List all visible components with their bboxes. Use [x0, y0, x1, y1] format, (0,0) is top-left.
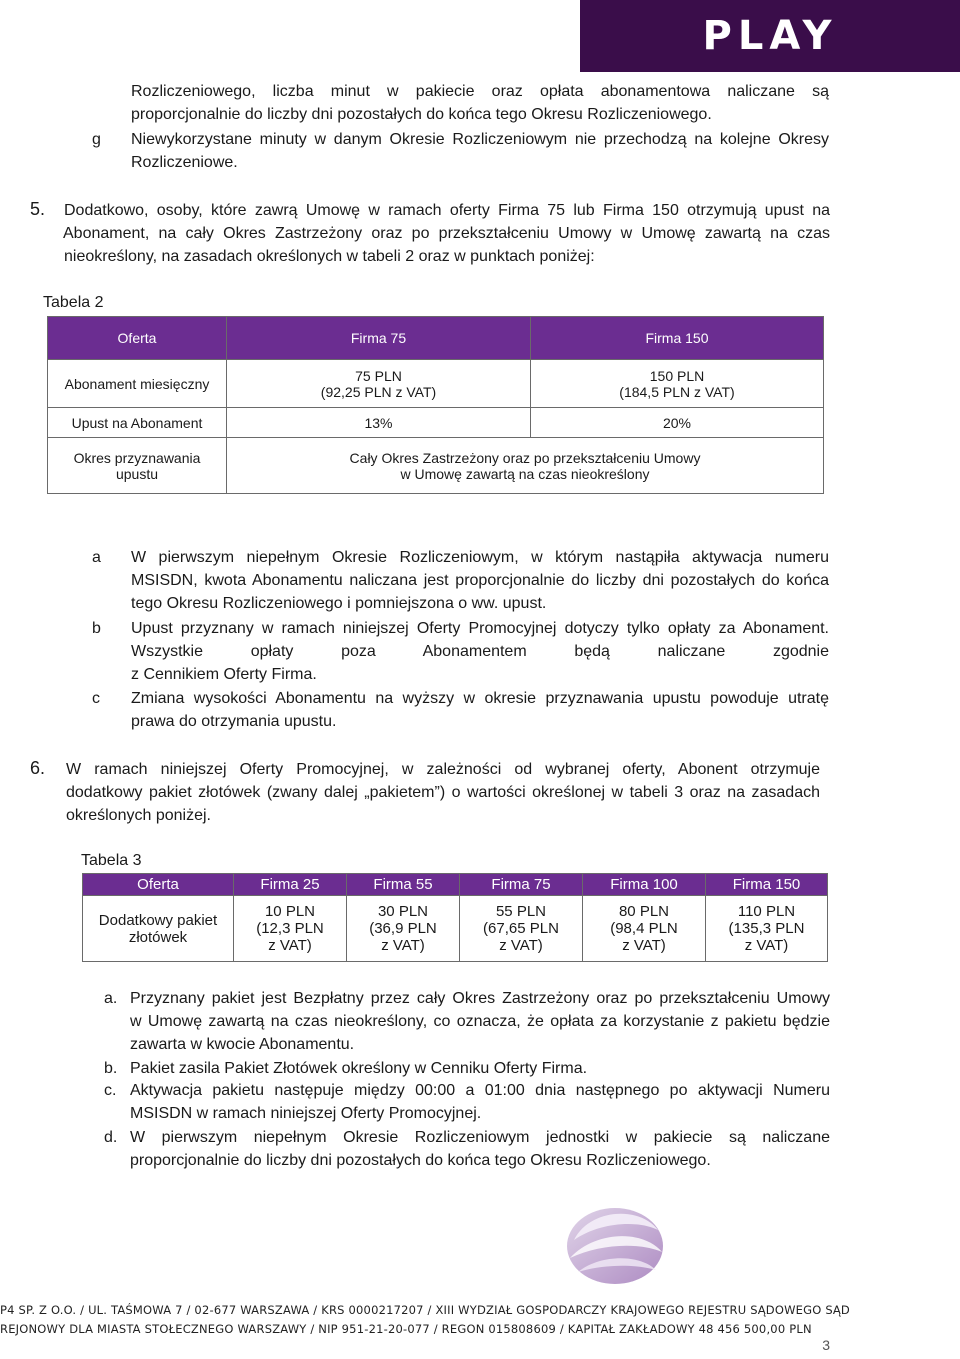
section-5-number: 5. — [30, 199, 46, 219]
table-cell: Abonament miesięczny — [48, 360, 227, 408]
note-marker: a — [92, 549, 101, 566]
table-2-header-cell: Firma 150 — [531, 317, 824, 360]
note-text: W pierwszym niepełnym Okresie Rozliczeniowym, w którym nastąpiła aktywacja numeru MSISDN, kwota Abonamentu naliczana jest proporcjonalnie do liczby dni pozostałych do końca tego Okresu Rozliczeniowego i pomniejszona o ww. upust. — [131, 549, 829, 612]
section-6-paragraph: W ramach niniejszej Oferty Promocyjnej, w zależności od wybranej oferty, Abonent otrzymuje dodatkowy pakiet złotówek (zwany dalej „pakietem”) o wartości określonej w tabeli 3 oraz na zasadach określonych poniżej. — [66, 761, 820, 824]
table-2 — [47, 316, 824, 494]
table-cell: 75 PLN (92,25 PLN z VAT) — [227, 360, 531, 408]
note-marker: b. — [104, 1060, 118, 1077]
table-row — [83, 896, 828, 962]
note-g-text: Niewykorzystane minuty w danym Okresie Rozliczeniowym nie przechodzą na kolejne Okresy Rozliczeniowe. — [131, 131, 829, 171]
table-2-header-cell: Firma 75 — [227, 317, 531, 360]
note-marker: c. — [104, 1082, 117, 1099]
table-cell: 55 PLN (67,65 PLN z VAT) — [460, 896, 583, 962]
note-text: Upust przyznany w ramach niniejszej Oferty Promocyjnej dotyczy tylko opłaty za Abonament. Wszystkie opłaty poza Abonamentem będą naliczane zgodnie z Cennikiem Oferty Firma. — [131, 620, 829, 683]
intro-line-2: proporcjonalnie do liczby dni pozostałych do końca tego Okresu Rozliczeniowego. — [131, 106, 712, 123]
table-2-header-cell: Oferta — [48, 317, 227, 360]
table-cell: 20% — [531, 408, 824, 438]
footer-line-2: REJONOWY DLA MIASTA STOŁECZNEGO WARSZAWY / NIP 951-21-20-077 / REGON 015808609 / KAPITAŁ ZAKŁADOWY 48 456 500,00 PLN — [0, 1322, 812, 1336]
note-marker: a. — [104, 990, 118, 1007]
play-logo — [580, 0, 960, 72]
table-cell: Cały Okres Zastrzeżony oraz po przekształceniu Umowy w Umowę zawartą na czas nieokreślony — [227, 438, 824, 494]
table-cell: 80 PLN (98,4 PLN z VAT) — [583, 896, 706, 962]
brand-swirl-graphic — [560, 1200, 670, 1290]
section-6-number: 6. — [30, 758, 46, 778]
note-marker: d. — [104, 1129, 118, 1146]
page-number: 3 — [822, 1337, 830, 1353]
table-cell: 13% — [227, 408, 531, 438]
table-row — [48, 408, 824, 438]
note-text: Aktywacja pakietu następuje między 00:00 a 01:00 dnia następnego po aktywacji Numeru MSISDN w ramach niniejszej Oferty Promocyjnej. — [130, 1082, 830, 1122]
table-cell: Okres przyznawania upustu — [48, 438, 227, 494]
table-cell: 110 PLN (135,3 PLN z VAT) — [706, 896, 828, 962]
table-2-header-row — [48, 317, 824, 360]
note-text: Przyznany pakiet jest Bezpłatny przez cały Okres Zastrzeżony oraz po przekształceniu Umowy w Umowę zawartą na czas nieokreślony, co oznacza, że opłata za korzystanie z pakietu będzie zawarta w kwocie Abonamentu. — [130, 990, 830, 1053]
note-marker: c — [92, 690, 100, 707]
table-3-header-cell: Firma 100 — [583, 874, 706, 896]
table-cell: Upust na Abonament — [48, 408, 227, 438]
table-cell: 10 PLN (12,3 PLN z VAT) — [234, 896, 347, 962]
table-3-header-row — [83, 874, 828, 896]
note-marker: b — [92, 620, 101, 637]
table-cell: 150 PLN (184,5 PLN z VAT) — [531, 360, 824, 408]
logo-text: PLAY — [702, 13, 838, 59]
note-text: Pakiet zasila Pakiet Złotówek określony w Cenniku Oferty Firma. — [130, 1060, 588, 1077]
table-3-header-cell: Oferta — [83, 874, 234, 896]
note-text: Zmiana wysokości Abonamentu na wyższy w okresie przyznawania upustu powoduje utratę prawa do otrzymania upustu. — [131, 690, 829, 730]
table-3-header-cell: Firma 55 — [347, 874, 460, 896]
table-3-header-cell: Firma 75 — [460, 874, 583, 896]
table-3 — [82, 873, 828, 962]
footer-line-1: P4 SP. Z O.O. / UL. TAŚMOWA 7 / 02-677 WARSZAWA / KRS 0000217207 / XIII WYDZIAŁ GOSPODARCZY KRAJOWEGO REJESTRU SĄDOWEGO SĄD — [0, 1303, 850, 1317]
table-cell: 30 PLN (36,9 PLN z VAT) — [347, 896, 460, 962]
note-g-marker: g — [92, 131, 101, 148]
section-5-continued: Abonament, na cały Okres Zastrzeżony oraz po przekształceniu Umowy w Umowę zawartą na czas nieokreślony, na zasadach określonych w tabeli 2 oraz w punktach poniżej: — [63, 225, 830, 265]
intro-paragraph — [131, 80, 829, 126]
table-cell: Dodatkowy pakiet złotówek — [83, 896, 234, 962]
section-5-paragraph: Dodatkowo, osoby, które zawrą Umowę w ramach oferty Firma 75 lub Firma 150 otrzymują upust na — [64, 202, 830, 219]
intro-line-1: Rozliczeniowego, liczba minut w pakiecie oraz opłata abonamentowa naliczane są — [131, 83, 829, 100]
table-3-caption: Tabela 3 — [81, 852, 142, 869]
table-3-header-cell: Firma 150 — [706, 874, 828, 896]
table-3-header-cell: Firma 25 — [234, 874, 347, 896]
table-row — [48, 438, 824, 494]
table-2-caption: Tabela 2 — [43, 294, 104, 311]
note-text: W pierwszym niepełnym Okresie Rozliczeniowym jednostki w pakiecie są naliczane proporcjonalnie do liczby dni pozostałych do końca tego Okresu Rozliczeniowego. — [130, 1129, 830, 1169]
table-row — [48, 360, 824, 408]
